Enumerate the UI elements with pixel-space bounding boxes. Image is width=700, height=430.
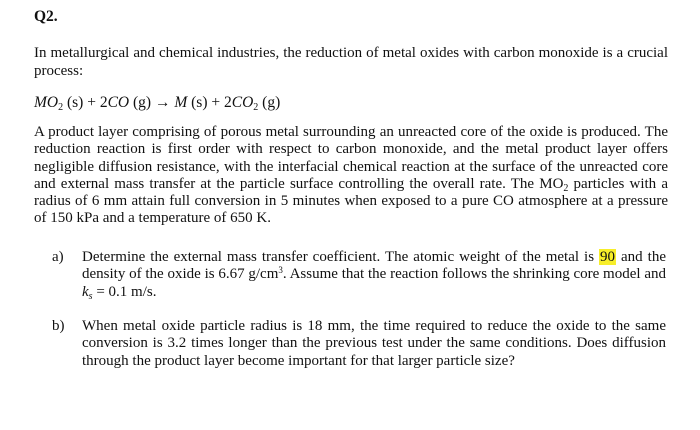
description-paragraph <box>34 124 668 228</box>
intro-text: In metallurgical and chemical industries, the reduction of metal oxides with carbon monoxide is a crucial process: <box>34 45 668 79</box>
eq-reactant2: CO <box>107 94 130 111</box>
sub-question-a <box>52 249 666 301</box>
item-a-sup: 3 <box>278 265 283 276</box>
eq-product2-state: (g) <box>258 94 281 111</box>
ks-symbol: k <box>82 283 89 300</box>
eq-product2-sub: 2 <box>253 102 259 113</box>
para-sub: 2 <box>563 182 569 194</box>
eq-reactant2-state: (g) <box>129 94 155 111</box>
eq-product1: M <box>170 94 188 111</box>
item-a-text2: and the density of the oxide is 6.67 g/cm <box>82 249 666 283</box>
item-a-marker: a) <box>52 249 64 265</box>
eq-reactant1-sub: 2 <box>58 102 64 113</box>
item-a-text1: Determine the external mass transfer coefficient. The atomic weight of the metal is <box>82 249 600 265</box>
item-b-marker: b) <box>52 318 65 334</box>
ks-value: = 0.1 m/s. <box>92 283 157 300</box>
eq-reactant1: MO <box>34 94 59 111</box>
item-a-body <box>82 249 666 301</box>
ks-sub: s <box>88 290 93 302</box>
eq-reactant1-state: (s) + 2 <box>63 94 108 111</box>
para-part1: A product layer comprising of porous metal surrounding an unreacted core of the oxide is produced. The reduction reaction is first order with respect to carbon monoxide, and the metal product layer offers negligible diffusion resistance, with the interfacial chemical reaction at the surface of the unreacted core and external mass transfer at the particle surface controlling the overall rate. The MO <box>34 124 668 192</box>
reaction-equation <box>34 94 280 113</box>
item-a-text3: . Assume that the reaction follows the shrinking core model and <box>282 266 666 283</box>
question-heading: Q2. <box>34 8 58 25</box>
item-b-body: When metal oxide particle radius is 18 mm, the time required to reduce the oxide to the same conversion is 3.2 times longer than the previous test under the same conditions. Does diffusion through the product layer become important for that larger particle size? <box>82 318 666 369</box>
para-part2: particles with a radius of 6 mm attain full conversion in 5 minutes when exposed to a pure CO atmosphere at a pressure of 150 kPa and a temperature of 650 K. <box>34 175 668 227</box>
eq-product1-state: (s) + 2 <box>187 94 232 111</box>
highlighted-atomic-weight: 90 <box>600 249 616 265</box>
sub-question-b <box>52 318 666 370</box>
eq-product2: CO <box>231 94 254 111</box>
eq-arrow: → <box>154 94 171 111</box>
